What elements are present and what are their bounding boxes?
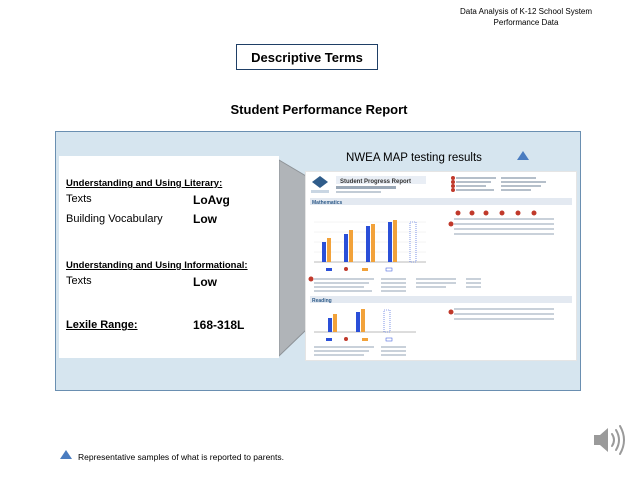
nwea-logo [311,176,329,193]
triangle-marker-icon [60,450,72,459]
informational-heading: Understanding and Using Informational: [66,260,248,271]
nwea-label: NWEA MAP testing results [346,152,482,164]
report-thumbnail [306,172,576,360]
report-thumb-section-math: Mathematics [312,200,343,206]
report-thumb-section-reading: Reading [312,298,332,304]
literary-row-value: Low [193,212,217,226]
literary-row-value: LoAvg [193,193,230,207]
header-line-1: Data Analysis of K-12 School System [459,7,593,16]
lexile-value: 168-318L [193,318,245,332]
informational-row-label: Texts [66,275,92,287]
report-title: Student Performance Report [230,102,408,117]
footer-note: Representative samples of what is reported to parents. [78,452,284,462]
speaker-icon[interactable] [590,420,630,460]
triangle-marker-icon[interactable] [517,151,529,160]
literary-row-label: Texts [66,193,92,205]
literary-row-label: Building Vocabulary [66,213,163,225]
literary-heading: Understanding and Using Literary: [66,178,223,189]
callout-connector-shape [279,160,306,356]
informational-row-value: Low [193,275,217,289]
reading-chart [314,309,416,332]
lexile-label: Lexile Range: [66,319,138,331]
descriptive-terms-card [59,156,279,358]
header-line-2: Performance Data [493,18,559,27]
math-chart [314,220,426,262]
report-thumb-title: Student Progress Report [340,179,412,185]
student-progress-report-image [306,172,576,360]
descriptive-terms-label: Descriptive Terms [251,49,363,65]
